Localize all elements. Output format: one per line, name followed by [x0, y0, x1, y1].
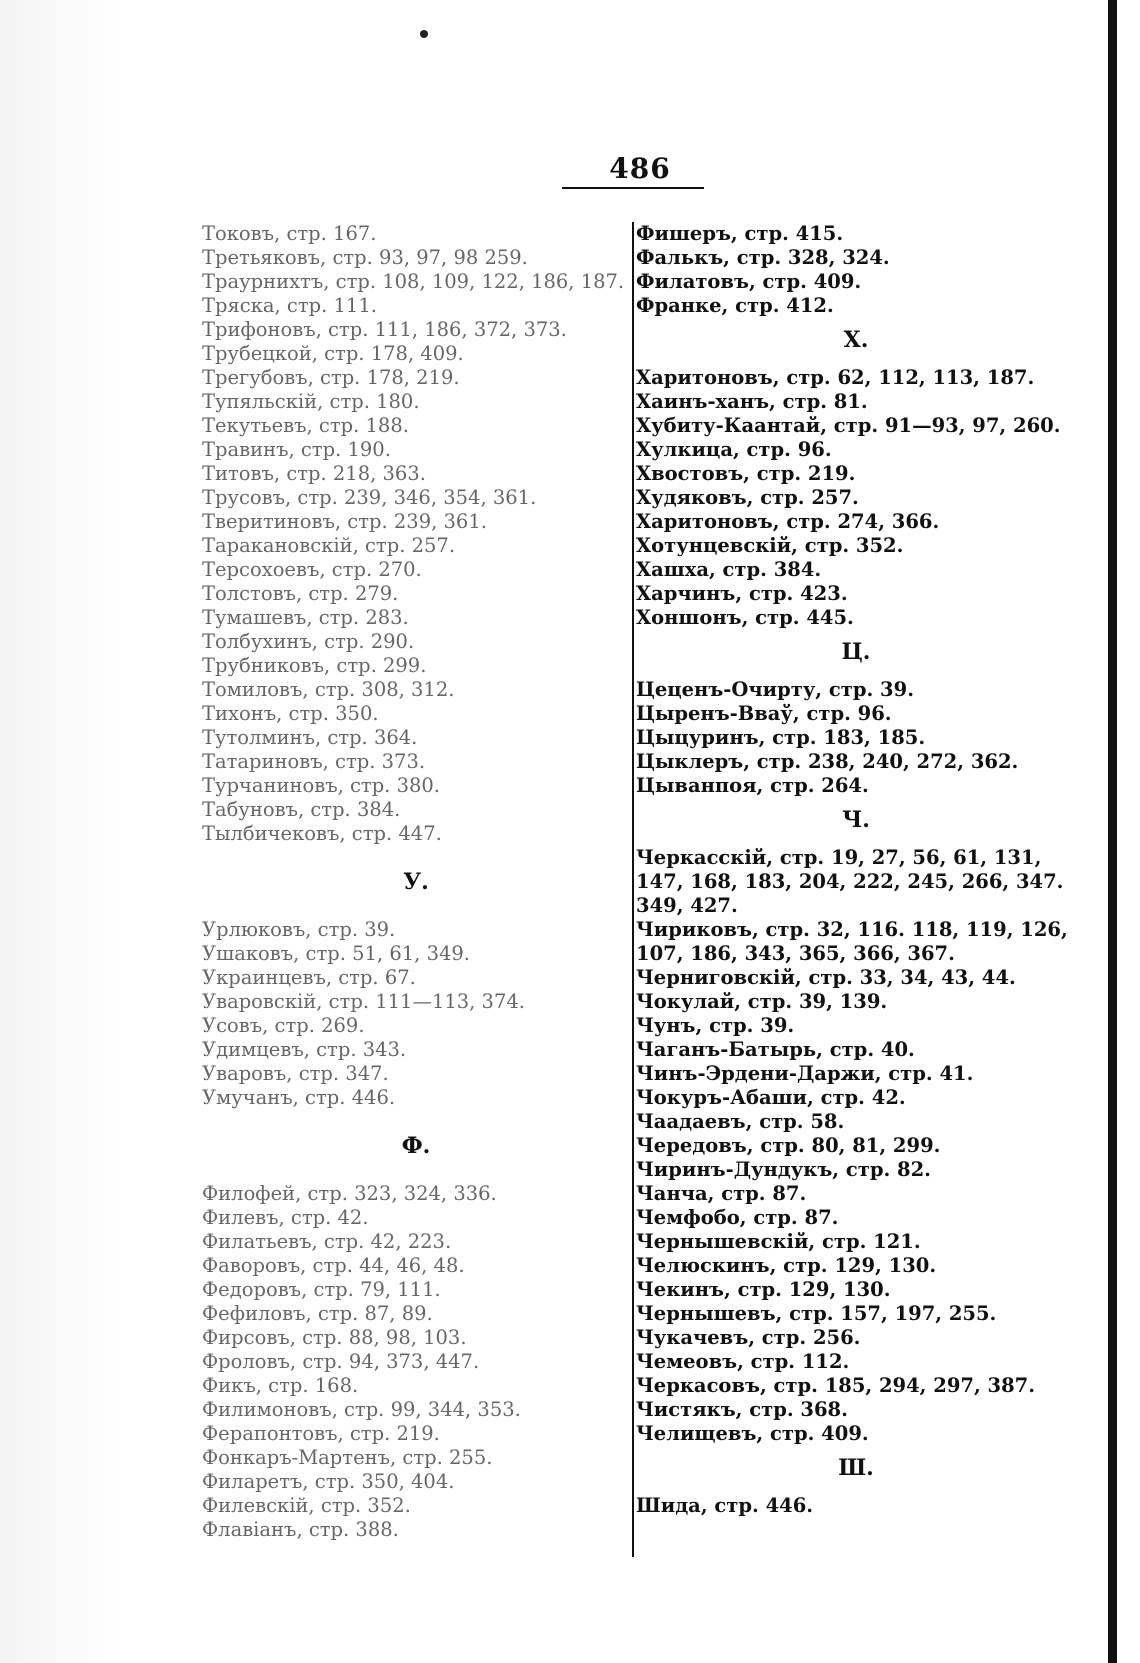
index-entry: Черниговскій, стр. 33, 34, 43, 44. — [636, 966, 1016, 989]
index-column-right — [636, 222, 1076, 1518]
index-entry: Филофей, стр. 323, 324, 336. — [202, 1182, 497, 1205]
index-entry: Уваровъ, стр. 347. — [202, 1062, 389, 1085]
page-number-rule — [562, 187, 704, 189]
index-entry: Толбухинъ, стр. 290. — [202, 630, 415, 653]
index-entry: Таракановскій, стр. 257. — [202, 534, 456, 557]
index-entry: Трусовъ, стр. 239, 346, 354, 361. — [202, 486, 537, 509]
index-entry: Урлюковъ, стр. 39. — [202, 918, 396, 941]
index-entry: Траурнихтъ, стр. 108, 109, 122, 186, 187. — [202, 270, 625, 293]
index-letter-heading: Ч. — [842, 807, 870, 833]
index-entry: Худяковъ, стр. 257. — [636, 486, 859, 509]
index-entry: Трифоновъ, стр. 111, 186, 372, 373. — [202, 318, 567, 341]
index-entry: Харитоновъ, стр. 62, 112, 113, 187. — [636, 366, 1035, 389]
index-entry: Чемфобо, стр. 87. — [636, 1206, 839, 1229]
index-entry: Турчаниновъ, стр. 380. — [202, 774, 440, 797]
index-entry: Чередовъ, стр. 80, 81, 299. — [636, 1134, 941, 1157]
index-entry: Филевскій, стр. 352. — [202, 1494, 411, 1517]
index-entry: Татариновъ, стр. 373. — [202, 750, 426, 773]
index-entry: Чекинъ, стр. 129, 130. — [636, 1278, 891, 1301]
index-entry: Тверитиновъ, стр. 239, 361. — [202, 510, 487, 533]
index-entry: Цыцуринъ, стр. 183, 185. — [636, 726, 926, 749]
index-entry: Текутьевъ, стр. 188. — [202, 414, 409, 437]
index-entry: Фишеръ, стр. 415. — [636, 222, 844, 245]
index-entry: Харитоновъ, стр. 274, 366. — [636, 510, 940, 533]
index-entry: Чернышевъ, стр. 157, 197, 255. — [636, 1302, 997, 1325]
index-entry: Хаинъ-ханъ, стр. 81. — [636, 390, 868, 413]
index-entry: Фроловъ, стр. 94, 373, 447. — [202, 1350, 480, 1373]
index-entry: Травинъ, стр. 190. — [202, 438, 391, 461]
index-entry: Хубиту-Каантай, стр. 91—93, 97, 260. — [636, 414, 1061, 437]
index-entry: Толстовъ, стр. 279. — [202, 582, 399, 605]
index-entry: Титовъ, стр. 218, 363. — [202, 462, 426, 485]
index-entry: Чанча, стр. 87. — [636, 1182, 807, 1205]
index-entry: Шида, стр. 446. — [636, 1494, 814, 1517]
index-entry: Умучанъ, стр. 446. — [202, 1086, 396, 1109]
index-entry: Чиринъ-Дундукъ, стр. 82. — [636, 1158, 931, 1181]
page-shadow-edge — [0, 0, 120, 1663]
index-entry: Чинъ-Эрдени-Даржи, стр. 41. — [636, 1062, 974, 1085]
index-entry: Филевъ, стр. 42. — [202, 1206, 369, 1229]
index-entry: Трегубовъ, стр. 178, 219. — [202, 366, 460, 389]
index-entry: Удимцевъ, стр. 343. — [202, 1038, 407, 1061]
index-entry: Хвостовъ, стр. 219. — [636, 462, 856, 485]
index-entry: Уваровскій, стр. 111—113, 374. — [202, 990, 525, 1013]
index-entry: Чокуръ-Абаши, стр. 42. — [636, 1086, 906, 1109]
index-entry: Филаретъ, стр. 350, 404. — [202, 1470, 455, 1493]
index-entry: Чокулай, стр. 39, 139. — [636, 990, 888, 1013]
index-entry: Фонкаръ-Мартенъ, стр. 255. — [202, 1446, 493, 1469]
binding-edge — [1108, 0, 1117, 1663]
index-entry: Табуновъ, стр. 384. — [202, 798, 401, 821]
index-entry: Цыванпоя, стр. 264. — [636, 774, 869, 797]
index-entry: Тряска, стр. 111. — [202, 294, 377, 317]
index-entry: Тылбичековъ, стр. 447. — [202, 822, 442, 845]
index-entry: Федоровъ, стр. 79, 111. — [202, 1278, 441, 1301]
index-entry: Трубецкой, стр. 178, 409. — [202, 342, 464, 365]
index-letter-heading: Ф. — [401, 1133, 431, 1159]
index-entry: Фикъ, стр. 168. — [202, 1374, 359, 1397]
index-entry: Томиловъ, стр. 308, 312. — [202, 678, 455, 701]
index-entry: Флавіанъ, стр. 388. — [202, 1518, 399, 1541]
ink-dot — [420, 30, 428, 38]
index-entry: Фирсовъ, стр. 88, 98, 103. — [202, 1326, 467, 1349]
index-entry: Терсохоевъ, стр. 270. — [202, 558, 422, 581]
index-entry: Ушаковъ, стр. 51, 61, 349. — [202, 942, 470, 965]
index-entry: Харчинъ, стр. 423. — [636, 582, 848, 605]
index-letter-heading: Х. — [843, 327, 869, 353]
index-entry: Украинцевъ, стр. 67. — [202, 966, 416, 989]
index-entry: Чукачевъ, стр. 256. — [636, 1326, 861, 1349]
index-entry: Франке, стр. 412. — [636, 294, 834, 317]
index-entry: Черкасовъ, стр. 185, 294, 297, 387. — [636, 1374, 1036, 1397]
index-entry: Чириковъ, стр. 32, 116. 118, 119, 126, 107, 186, 343, 365, 366, 367. — [636, 918, 1068, 965]
index-entry: Ферапонтовъ, стр. 219. — [202, 1422, 440, 1445]
index-letter-heading: Ш. — [838, 1455, 874, 1481]
index-entry: Тумашевъ, стр. 283. — [202, 606, 409, 629]
index-entry: Фефиловъ, стр. 87, 89. — [202, 1302, 433, 1325]
index-entry: Цыренъ-Вваў, стр. 96. — [636, 702, 892, 725]
index-entry: Хашха, стр. 384. — [636, 558, 822, 581]
index-entry: Челищевъ, стр. 409. — [636, 1422, 869, 1445]
index-entry: Черкасскій, стр. 19, 27, 56, 61, 131, 147, 168, 183, 204, 222, 245, 266, 347. 349, 427. — [636, 846, 1064, 917]
index-entry: Филатовъ, стр. 409. — [636, 270, 862, 293]
index-entry: Чаганъ-Батырь, стр. 40. — [636, 1038, 915, 1061]
index-entry: Тихонъ, стр. 350. — [202, 702, 379, 725]
index-entry: Чемеовъ, стр. 112. — [636, 1350, 850, 1373]
index-entry: Чаадаевъ, стр. 58. — [636, 1110, 845, 1133]
index-entry: Хоншонъ, стр. 445. — [636, 606, 854, 629]
index-entry: Филимоновъ, стр. 99, 344, 353. — [202, 1398, 521, 1421]
index-letter-heading: У. — [403, 869, 429, 895]
index-entry: Токовъ, стр. 167. — [202, 222, 377, 245]
index-entry: Хотунцевскій, стр. 352. — [636, 534, 904, 557]
page-number: 486 — [609, 152, 671, 185]
index-entry: Цеценъ-Очирту, стр. 39. — [636, 678, 914, 701]
index-entry: Трубниковъ, стр. 299. — [202, 654, 427, 677]
index-entry: Чунъ, стр. 39. — [636, 1014, 795, 1037]
index-entry: Третьяковъ, стр. 93, 97, 98 259. — [202, 246, 528, 269]
index-entry: Чернышевскій, стр. 121. — [636, 1230, 921, 1253]
index-entry: Фалькъ, стр. 328, 324. — [636, 246, 890, 269]
index-entry: Тутолминъ, стр. 364. — [202, 726, 418, 749]
index-entry: Тупяльскій, стр. 180. — [202, 390, 420, 413]
index-entry: Чистякъ, стр. 368. — [636, 1398, 848, 1421]
index-entry: Цыклеръ, стр. 238, 240, 272, 362. — [636, 750, 1019, 773]
index-letter-heading: Ц. — [841, 639, 871, 665]
index-entry: Филатьевъ, стр. 42, 223. — [202, 1230, 452, 1253]
index-entry: Фаворовъ, стр. 44, 46, 48. — [202, 1254, 465, 1277]
index-entry: Хулкица, стр. 96. — [636, 438, 832, 461]
index-entry: Челюскинъ, стр. 129, 130. — [636, 1254, 937, 1277]
index-entry: Усовъ, стр. 269. — [202, 1014, 365, 1037]
index-column-left — [202, 222, 630, 1542]
column-divider — [632, 222, 634, 1557]
